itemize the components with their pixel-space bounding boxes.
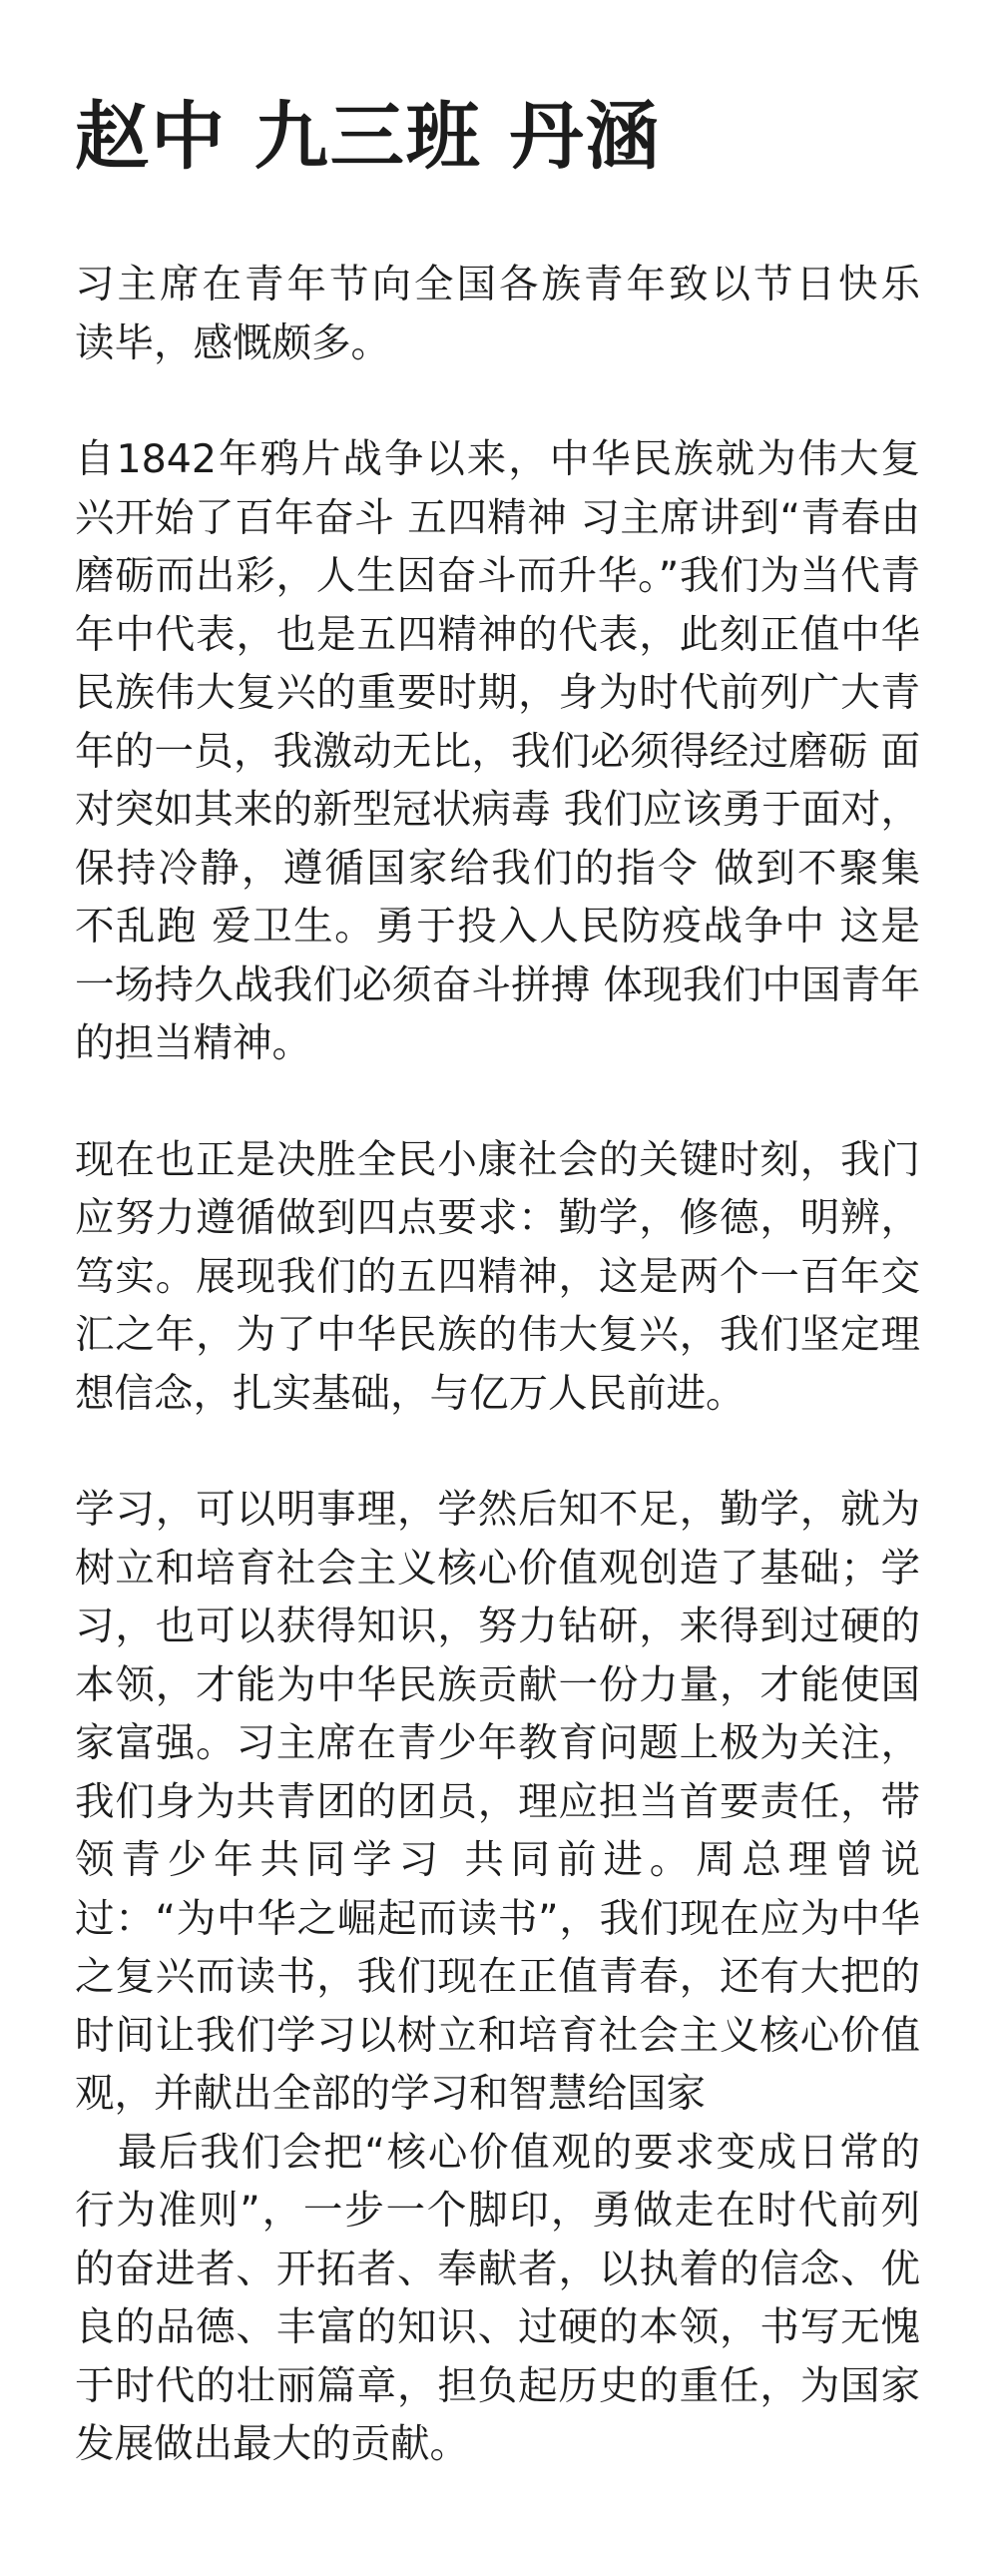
paragraph-may-fourth-spirit: 自1842年鸦片战争以来，中华民族就为伟大复兴开始了百年奋斗 五四精神 习主席讲到“青春由磨砺而出彩，人生因奋斗而升华。”我们为当代青年中代表，也是五四精神的代表，此刻正值中华民族伟大复兴的重要时期，身为时代前列广大青年的一员，我激动无比，我们必须得经过磨砺 面对突如其来的新型冠状病毒 我们应该勇于面对，保持冷静，遵循国家给我们的指令 做到不聚集 不乱跑 爱卫生。勇于投入人民防疫战争中 这是一场持久战我们必须奋斗拼搏 体现我们中国青年的担当精神。 — [75, 436, 933, 1066]
paragraph-moderately-prosperous-society: 现在也正是决胜全民小康社会的关键时刻，我门应努力遵循做到四点要求：勤学，修德，明辨，笃实。展现我们的五四精神，这是两个一百年交汇之年，为了中华民族的伟大复兴，我们坚定理想信念，扎实基础，与亿万人民前进。 — [75, 1136, 920, 1417]
essay-title: 赵中 九三班 丹涵 — [75, 94, 662, 180]
paragraph-study: 学习，可以明事理，学然后知不足，勤学，就为树立和培育社会主义核心价值观创造了基础；学习，也可以获得知识，努力钻研，来得到过硬的本领，才能为中华民族贡献一份力量，才能使国家富强。习主席在青少年教育问题上极为关注，我们身为共青团的团员，理应担当首要责任，带领青少年共同学习 共同前进。周总理曾说过：“为中华之崛起而读书”，我们现在应为中华之复兴而读书，我们现在正值青春，还有大把的时间让我们学习以树立和培育社会主义核心价值观，并献出全部的学习和智慧给国家 — [75, 1487, 920, 2117]
paragraph-conclusion: 最后我们会把“核心价值观的要求变成日常的行为准则”，一步一个脚印，勇做走在时代前列的奋进者、开拓者、奉献者，以执着的信念、优良的品德、丰富的知识、过硬的本领，书写无愧于时代的壮丽篇章，担负起历史的重任，为国家发展做出最大的贡献。 — [75, 2129, 920, 2467]
paragraph-intro: 习主席在青年节向全国各族青年致以节日快乐 读毕，感慨颇多。 — [75, 262, 946, 366]
